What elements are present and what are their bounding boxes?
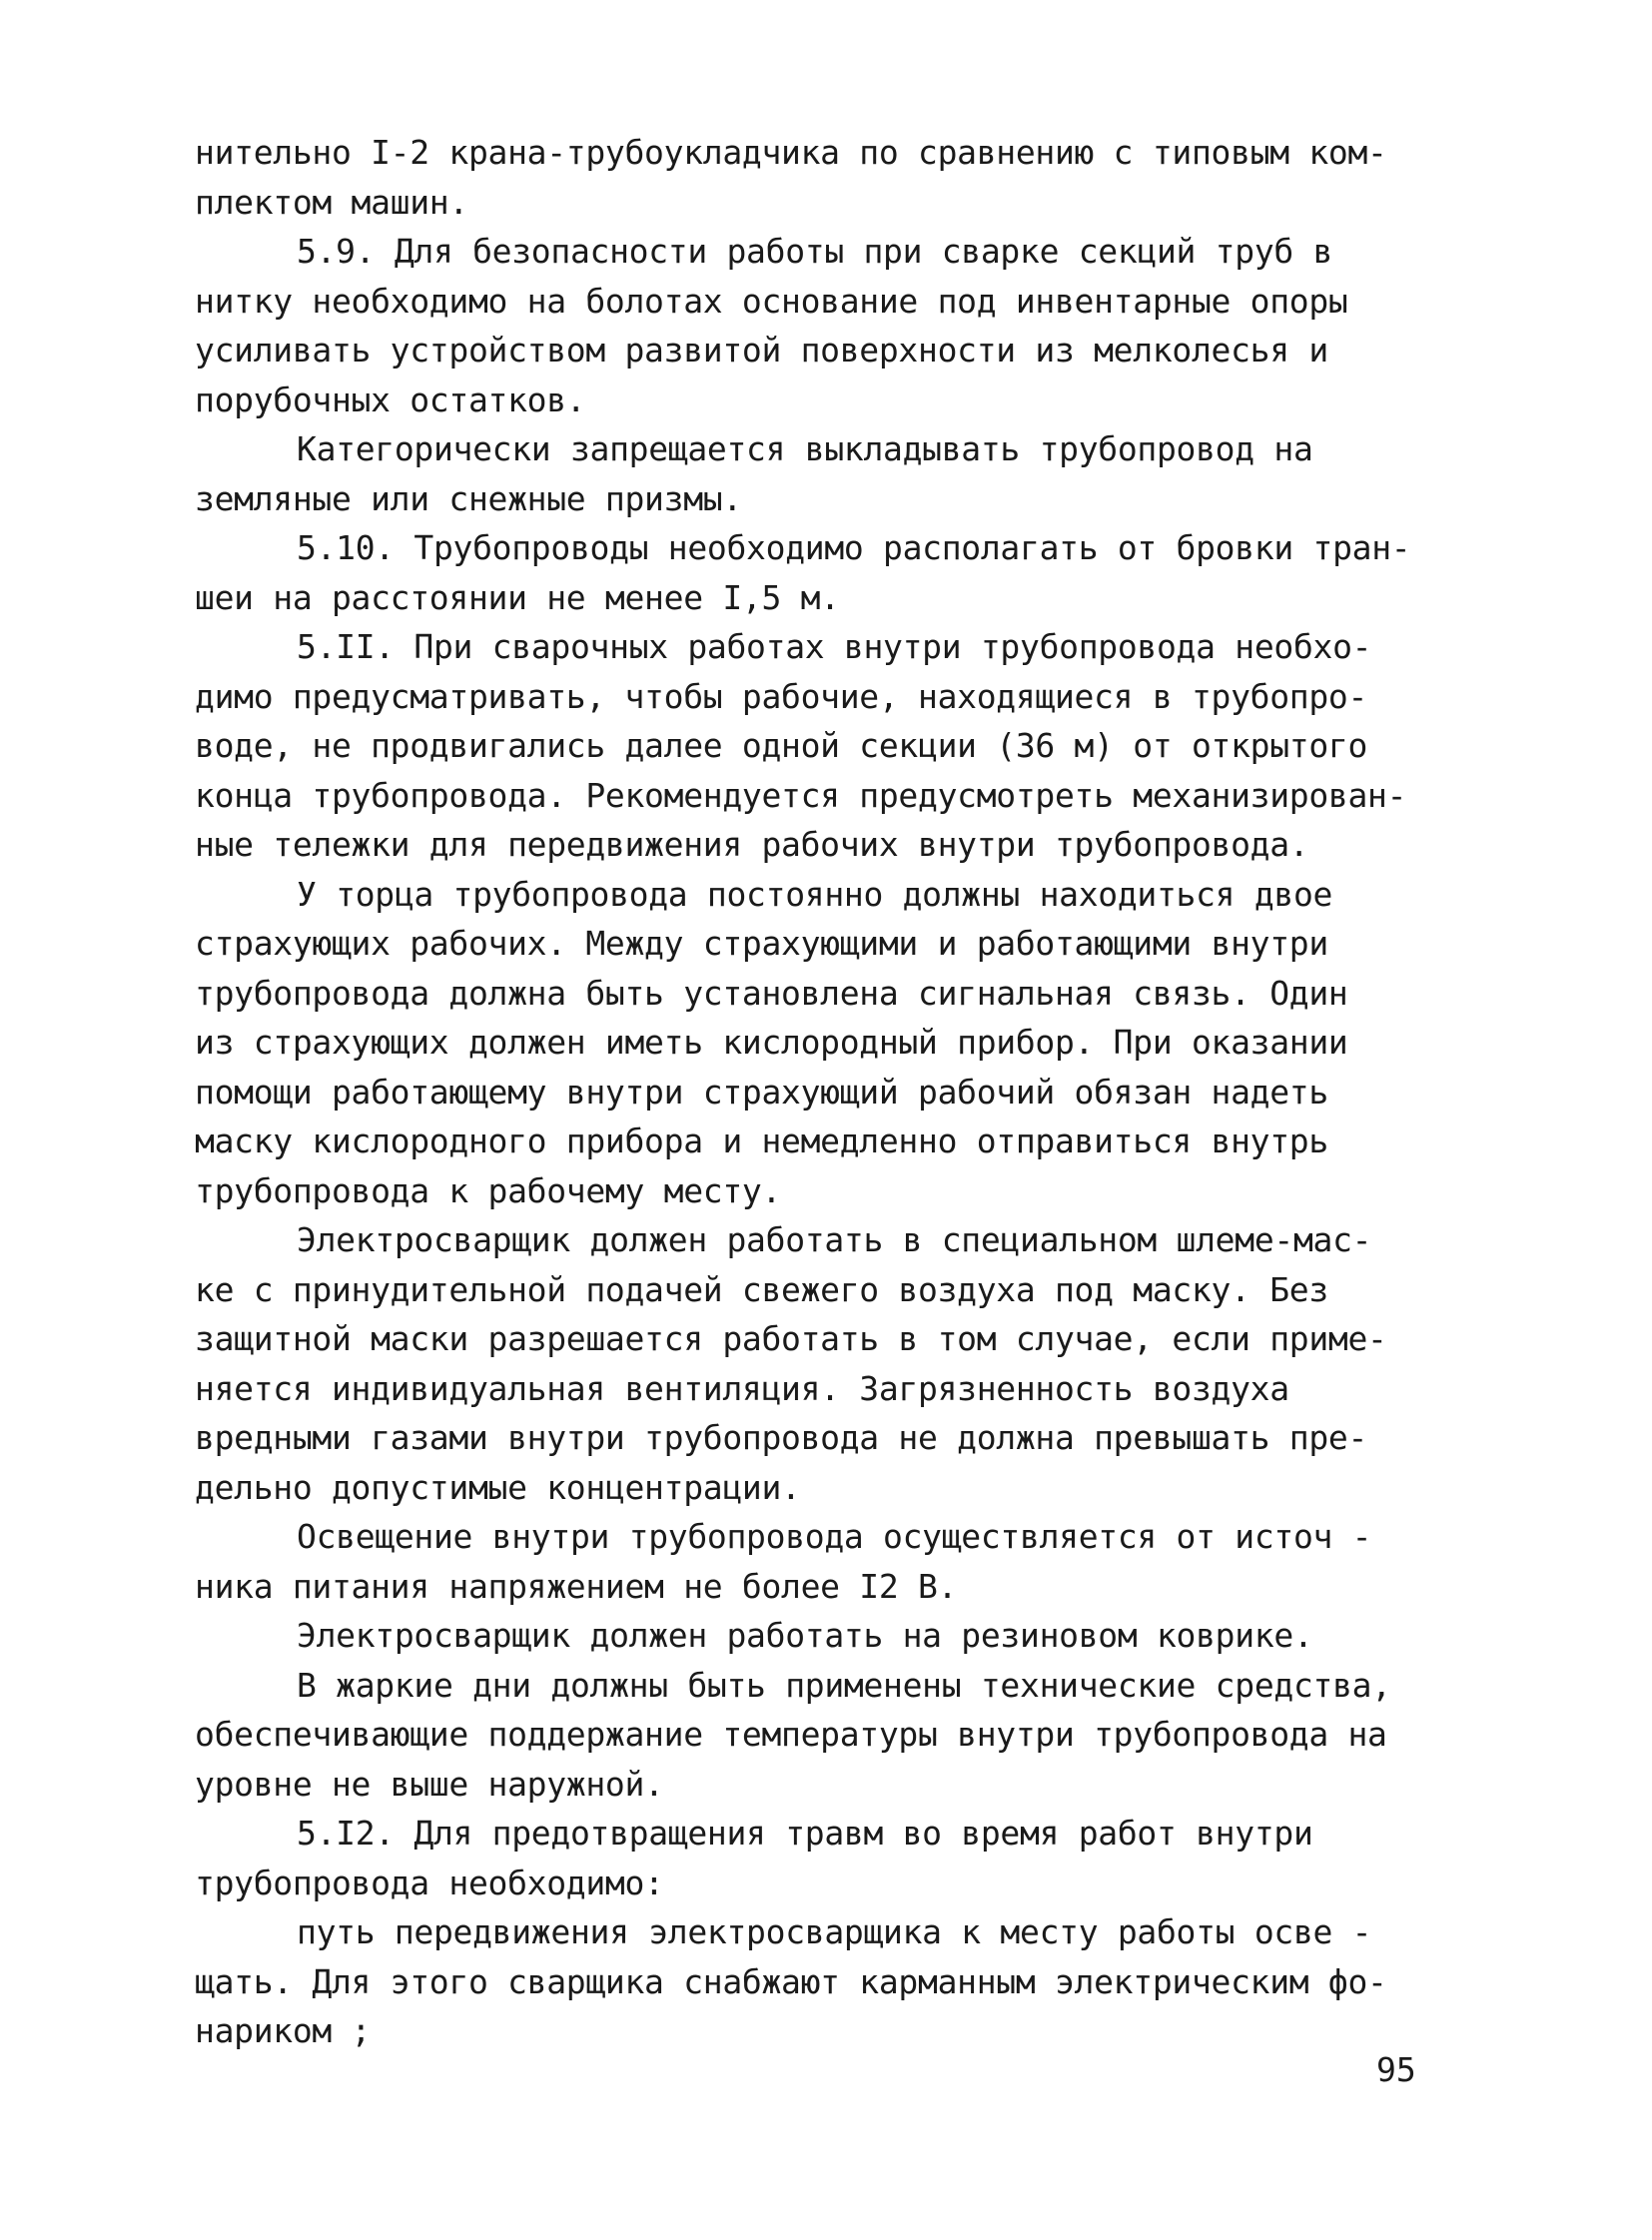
body-text	[195, 128, 1453, 2056]
text-line: ке с принудительной подачей свежего воздуха под маску. Без	[195, 1269, 1328, 1309]
text-line: дельно допустимые концентрации.	[195, 1467, 801, 1507]
paragraph-start-line: Категорически запрещается выкладывать трубопровод на	[297, 429, 1313, 468]
text-line: трубопровода необходимо:	[195, 1863, 664, 1902]
text-line: плектом машин.	[195, 182, 468, 222]
section-5-9-line: 5.9. Для безопасности работы при сварке секций труб в	[297, 232, 1333, 271]
text-line: ные тележки для передвижения рабочих внутри трубопровода.	[195, 825, 1309, 864]
text-line: няется индивидуальная вентиляция. Загрязненность воздуха	[195, 1368, 1289, 1408]
text-line: димо предусматривать, чтобы рабочие, находящиеся в трубопро-	[195, 676, 1368, 716]
text-line: страхующих рабочих. Между страхующими и работающими внутри	[195, 924, 1328, 963]
text-line: земляные или снежные призмы.	[195, 478, 742, 518]
text-line: усиливать устройством развитой поверхности из мелколесья и	[195, 331, 1328, 370]
section-5-10-line: 5.10. Трубопроводы необходимо располагать от бровки тран-	[297, 528, 1411, 567]
paragraph-start-line: У торца трубопровода постоянно должны находиться двое	[297, 874, 1333, 914]
paragraph-start-line: Освещение внутри трубопровода осуществляется от источ -	[297, 1517, 1372, 1556]
text-line: уровне не выше наружной.	[195, 1764, 664, 1804]
text-line: конца трубопровода. Рекомендуется предусмотреть механизирован-	[195, 775, 1407, 815]
paragraph-start-line: В жаркие дни должны быть применены технические средства,	[297, 1665, 1391, 1705]
text-line: вредными газами внутри трубопровода не должна превышать пре-	[195, 1418, 1368, 1457]
text-line: маску кислородного прибора и немедленно отправиться внутрь	[195, 1121, 1328, 1160]
paragraph-start-line: Электросварщик должен работать в специальном шлеме-мас-	[297, 1220, 1372, 1259]
section-5-11-line: 5.II. При сварочных работах внутри трубопровода необхо-	[297, 627, 1372, 666]
section-5-12-line: 5.I2. Для предотвращения травм во время работ внутри	[297, 1814, 1313, 1853]
text-line: помощи работающему внутри страхующий рабочий обязан надеть	[195, 1072, 1328, 1112]
text-line: нариком ;	[195, 2011, 372, 2050]
paragraph-start-line: путь передвижения электросварщика к месту работы осве -	[297, 1912, 1372, 1951]
text-line: трубопровода должна быть установлена сигнальная связь. Один	[195, 973, 1348, 1013]
text-line: трубопровода к рабочему месту.	[195, 1170, 782, 1210]
text-line: порубочных остатков.	[195, 379, 586, 419]
text-line: из страхующих должен иметь кислородный прибор. При оказании	[195, 1023, 1348, 1062]
text-line: обеспечивающие поддержание температуры внутри трубопровода на	[195, 1715, 1387, 1754]
text-line: ника питания напряжением не более I2 В.	[195, 1566, 958, 1606]
text-line: шеи на расстоянии не менее I,5 м.	[195, 577, 840, 617]
paragraph-start-line: Электросварщик должен работать на резиновом коврике.	[297, 1616, 1313, 1655]
text-line: нительно I-2 крана-трубоукладчика по сравнению с типовым ком-	[195, 133, 1387, 172]
page-number: 95	[1376, 2050, 1416, 2089]
text-line: защитной маски разрешается работать в том случае, если приме-	[195, 1319, 1387, 1358]
text-line: воде, не продвигались далее одной секции (36 м) от открытого	[195, 726, 1368, 765]
text-line: щать. Для этого сварщика снабжают карманным электрическим фо-	[195, 1961, 1387, 2001]
text-line: нитку необходимо на болотах основание под инвентарные опоры	[195, 281, 1348, 321]
